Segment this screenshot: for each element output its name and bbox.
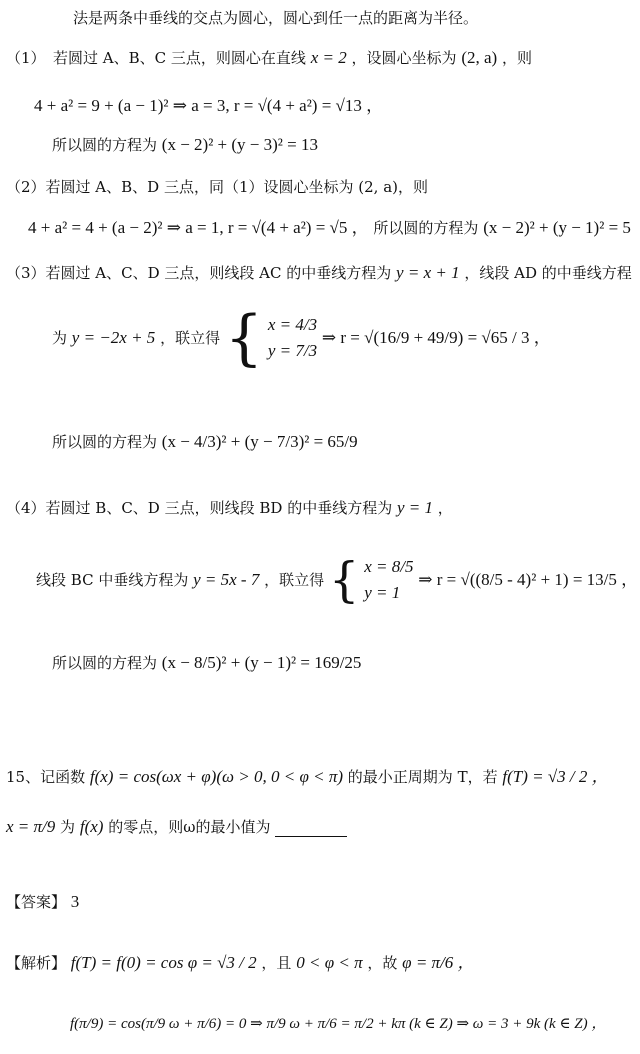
case1-head-a: （1） 若圆过 A、B、C 三点，则圆心在直线: [6, 49, 306, 67]
q15-line1: [6, 767, 609, 787]
case3-result-eq: (x − 4/3)² + (y − 7/3)² = 65/9: [161, 432, 358, 451]
case1-result-label: 所以圆的方程为: [52, 136, 158, 154]
case2-heading: （2）若圆过 A、B、D 三点，同（1）设圆心坐标为 (2, a)，则: [6, 178, 429, 196]
q15-line1-b: 的最小正周期为 T，若: [347, 768, 498, 786]
case3-sys-y: y = 7/3: [267, 341, 318, 360]
case4-eq-bc: y = 5x - 7: [193, 570, 260, 589]
case3-system: [268, 312, 317, 364]
case4-sys-x: x = 8/5: [364, 557, 414, 576]
q15-line2-eq: x = π/9: [6, 817, 56, 836]
case3-result-label: 所以圆的方程为: [52, 433, 158, 451]
analysis-text-b: ，且: [261, 954, 292, 972]
answer-value: 3: [70, 892, 80, 911]
case3-system-line: [52, 303, 551, 388]
case4-head-b: ，: [437, 499, 453, 517]
answer-line: [6, 892, 79, 912]
analysis-eq1: f(T) = f(0) = cos φ = √3 / 2: [70, 953, 257, 972]
case4-system: [364, 554, 413, 606]
case1-head-c: ，则: [501, 49, 532, 67]
case1-calc: 4 + a² = 9 + (a − 1)² ⇒ a = 3, r = √(4 + a²) = √13 ，: [34, 96, 384, 115]
case4-system-line: [36, 550, 638, 620]
case3-sys-x: x = 4/3: [267, 315, 318, 334]
case3-eq-ad: y = −2x + 5: [71, 328, 156, 347]
q15-line1-a: 15、记函数: [6, 768, 86, 786]
case3-line2-a: 为: [52, 329, 68, 347]
case4-head-a: （4）若圆过 B、C、D 三点，则线段 BD 的中垂线方程为: [6, 499, 393, 517]
answer-label: 【答案】: [6, 893, 67, 911]
case4-line2-a: 线段 BC 中垂线方程为: [36, 571, 189, 589]
analysis-line2: f(π/9) = cos(π/9 ω + π/6) = 0 ⇒ π/9 ω + π/6 = π/2 + kπ (k ∈ Z) ⇒ ω = 3 + 9k (k ∈ Z) ，: [70, 1016, 607, 1032]
case1-head-b: ，设圆心坐标为: [351, 49, 457, 67]
case1-result: [52, 135, 318, 155]
q15-line2: [6, 817, 347, 837]
case2-calc-line: [28, 218, 631, 238]
analysis-text-d: ，故: [367, 954, 398, 972]
case4-eq-bd: y = 1: [396, 498, 434, 517]
case3-heading: [6, 263, 632, 283]
q15-fx: f(x) = cos(ωx + φ)(ω > 0, 0 < φ < π): [89, 767, 344, 786]
q15-cond: f(T) = √3 / 2 ，: [502, 767, 609, 786]
q15-line2-a: 为: [60, 818, 76, 836]
case2-result-eq: (x − 2)² + (y − 1)² = 5: [483, 218, 631, 237]
case4-result-label: 所以圆的方程为: [52, 654, 158, 672]
case3-head-a: （3）若圆过 A、C、D 三点，则线段 AC 的中垂线方程为: [6, 264, 392, 282]
intro-text: 法是两条中垂线的交点为圆心，圆心到任一点的距离为半径。: [73, 9, 479, 27]
case1-coord: (2, a): [461, 48, 498, 67]
case1-line-x2: x = 2: [310, 48, 347, 67]
case3-result: [52, 432, 358, 452]
case4-line2-b: ，联立得: [264, 571, 325, 589]
case2-result-label: 所以圆的方程为: [373, 219, 479, 237]
analysis-label: 【解析】: [6, 954, 67, 972]
case2-calc: 4 + a² = 4 + (a − 2)² ⇒ a = 1, r = √(4 + a²) = √5 ，: [28, 218, 369, 237]
case3-brace-icon: {: [224, 303, 264, 373]
analysis-line1: [6, 953, 475, 973]
case3-r-expr: ⇒ r = √(16/9 + 49/9) = √65 / 3 ，: [321, 328, 551, 347]
case4-heading: [6, 498, 453, 518]
case4-r-expr: ⇒ r = √((8/5 - 4)² + 1) = 13/5 ，: [418, 570, 639, 589]
case4-result-eq: (x − 8/5)² + (y − 1)² = 169/25: [161, 653, 362, 672]
q15-line2-fx: f(x): [79, 817, 104, 836]
case3-line2-b: ，联立得: [160, 329, 221, 347]
case1-result-eq: (x − 2)² + (y − 3)² = 13: [161, 135, 318, 154]
case3-eq-ac: y = x + 1: [396, 263, 460, 282]
case4-brace-icon: {: [328, 552, 360, 608]
answer-blank: [275, 820, 347, 837]
case4-sys-y: y = 1: [364, 583, 401, 602]
case3-head-b: ，线段 AD 的中垂线方程: [464, 264, 632, 282]
case1-heading: [6, 48, 532, 68]
q15-line2-b: 的零点，则ω的最小值为: [108, 818, 271, 836]
analysis-eq2: 0 < φ < π: [296, 953, 363, 972]
analysis-eq3: φ = π/6 ，: [402, 953, 475, 972]
case4-result: [52, 653, 361, 673]
